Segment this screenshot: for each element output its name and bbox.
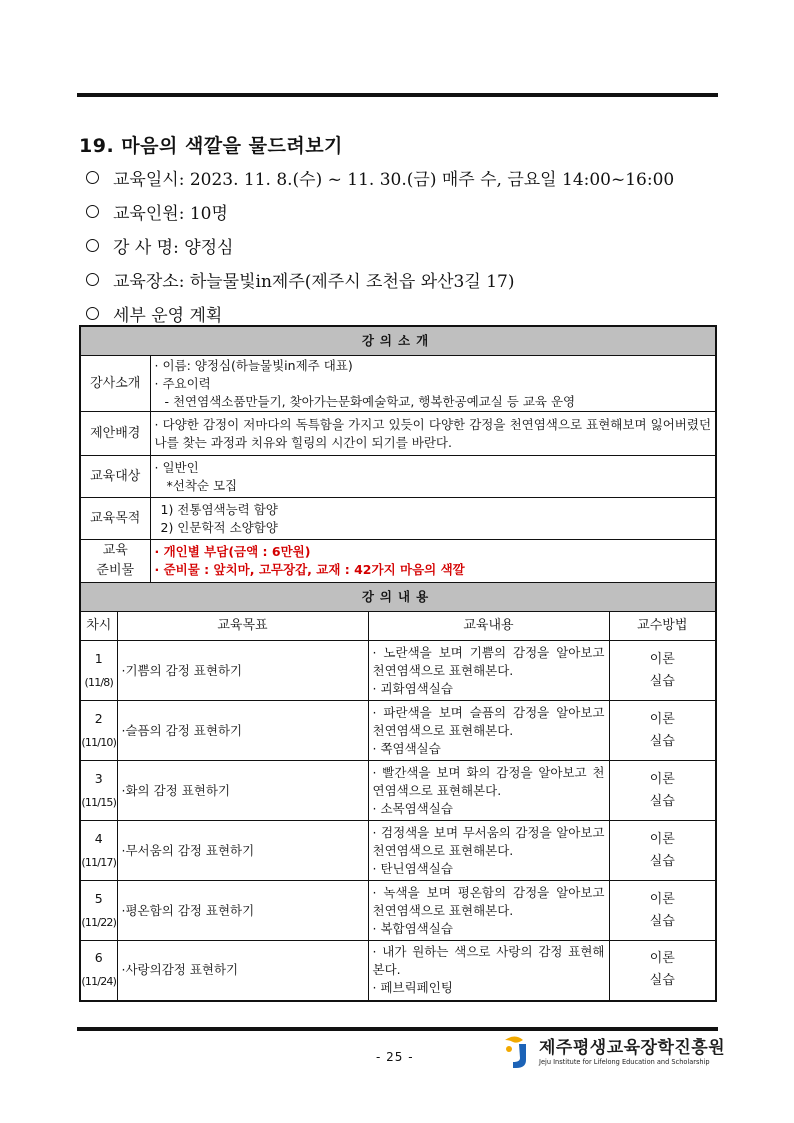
institute-name: 제주평생교육장학진흥원 Jeju Institute for Lifelong Education and Scholarship xyxy=(539,1037,726,1066)
session-number: 4 (11/17) xyxy=(80,821,117,881)
session-number: 6 (11/24) xyxy=(80,941,117,1001)
institute-logo xyxy=(501,1034,725,1070)
page-number: - 25 - xyxy=(376,1050,414,1064)
bottom-rule xyxy=(77,1027,718,1031)
info-bullet-list xyxy=(86,160,736,330)
session-goal: ·사랑의감정 표현하기 xyxy=(117,941,368,1001)
instructor-cell: · 이름: 양정심(하늘물빛in제주 대표) · 주요이력 - 천연염색소품만들기, 찾아가는문화예술학교, 행복한공예교실 등 교육 운영 xyxy=(150,356,716,412)
session-content: · 녹색을 보며 평온함의 감정을 알아보고 천연염색으로 표현해본다. · 복합염색실습 xyxy=(368,881,609,941)
session-content: · 내가 원하는 색으로 사랑의 감정 표현해본다. · 페브릭페인팅 xyxy=(368,941,609,1001)
session-content: · 검정색을 보며 무서움의 감정을 알아보고 천연염색으로 표현해본다. · 탄닌염색실습 xyxy=(368,821,609,881)
info-bullet-plan: 세부 운영 계획 xyxy=(86,296,736,330)
purpose-label: 교육목적 xyxy=(80,498,150,540)
info-bullet-capacity: 교육인원: 10명 xyxy=(86,194,736,228)
session-goal: ·기쁨의 감정 표현하기 xyxy=(117,641,368,701)
session-row xyxy=(80,761,716,821)
session-row xyxy=(80,821,716,881)
materials-cell: · 개인별 부담(금액 : 6만원) · 준비물 : 앞치마, 고무장갑, 교재 : 42가지 마음의 색깔 xyxy=(150,540,716,583)
column-header-session: 차시 xyxy=(80,612,117,641)
session-method: 이론 실습 xyxy=(609,641,716,701)
target-label: 교육대상 xyxy=(80,456,150,498)
circle-bullet-icon xyxy=(86,307,99,320)
session-number: 1 (11/8) xyxy=(80,641,117,701)
session-row xyxy=(80,941,716,1001)
content-header: 강의내용 xyxy=(80,583,716,612)
background-label: 제안배경 xyxy=(80,412,150,456)
info-bullet-instructor: 강 사 명: 양정심 xyxy=(86,228,736,262)
session-content: · 파란색을 보며 슬픔의 감정을 알아보고 천연염색으로 표현해본다. · 쪽염색실습 xyxy=(368,701,609,761)
session-content: · 빨간색을 보며 화의 감정을 알아보고 천연염색으로 표현해본다. · 소목염색실습 xyxy=(368,761,609,821)
top-rule xyxy=(77,93,718,97)
session-row xyxy=(80,641,716,701)
info-bullet-location: 교육장소: 하늘물빛in제주(제주시 조천읍 와산3길 17) xyxy=(86,262,736,296)
session-goal: ·슬픔의 감정 표현하기 xyxy=(117,701,368,761)
column-header-content: 교육내용 xyxy=(368,612,609,641)
target-cell: · 일반인 *선착순 모집 xyxy=(150,456,716,498)
session-number: 5 (11/22) xyxy=(80,881,117,941)
institute-emblem-icon xyxy=(501,1034,533,1070)
column-header-goal: 교육목표 xyxy=(117,612,368,641)
operation-plan-table xyxy=(79,325,717,1002)
background-row xyxy=(80,412,716,456)
section-title: 19. 마음의 색깔을 물드려보기 xyxy=(79,135,343,157)
intro-header: 강의소개 xyxy=(80,326,716,356)
session-number: 3 (11/15) xyxy=(80,761,117,821)
session-method: 이론 실습 xyxy=(609,761,716,821)
session-method: 이론 실습 xyxy=(609,821,716,881)
purpose-row xyxy=(80,498,716,540)
instructor-row xyxy=(80,356,716,412)
info-bullet-schedule: 교육일시: 2023. 11. 8.(수) ~ 11. 30.(금) 매주 수, 금요일 14:00~16:00 xyxy=(86,160,736,194)
column-header-row xyxy=(80,612,716,641)
circle-bullet-icon xyxy=(86,239,99,252)
materials-label: 교육 준비물 xyxy=(80,540,150,583)
circle-bullet-icon xyxy=(86,273,99,286)
target-row xyxy=(80,456,716,498)
session-goal: ·평온함의 감정 표현하기 xyxy=(117,881,368,941)
session-goal: ·화의 감정 표현하기 xyxy=(117,761,368,821)
session-number: 2 (11/10) xyxy=(80,701,117,761)
materials-row xyxy=(80,540,716,583)
circle-bullet-icon xyxy=(86,171,99,184)
instructor-label: 강사소개 xyxy=(80,356,150,412)
circle-bullet-icon xyxy=(86,205,99,218)
column-header-method: 교수방법 xyxy=(609,612,716,641)
session-content: · 노란색을 보며 기쁨의 감정을 알아보고 천연염색으로 표현해본다. · 괴화염색실습 xyxy=(368,641,609,701)
session-method: 이론 실습 xyxy=(609,701,716,761)
session-method: 이론 실습 xyxy=(609,941,716,1001)
session-method: 이론 실습 xyxy=(609,881,716,941)
session-row xyxy=(80,881,716,941)
session-goal: ·무서움의 감정 표현하기 xyxy=(117,821,368,881)
background-text: · 다양한 감정이 저마다의 독특함을 가지고 있듯이 다양한 감정을 천연염색으로 표현해보며 잃어버렸던 나를 찾는 과정과 치유와 힐링의 시간이 되기를 바란다. xyxy=(150,412,716,456)
purpose-cell: 1) 전통염색능력 함양 2) 인문학적 소양함양 xyxy=(150,498,716,540)
session-row xyxy=(80,701,716,761)
